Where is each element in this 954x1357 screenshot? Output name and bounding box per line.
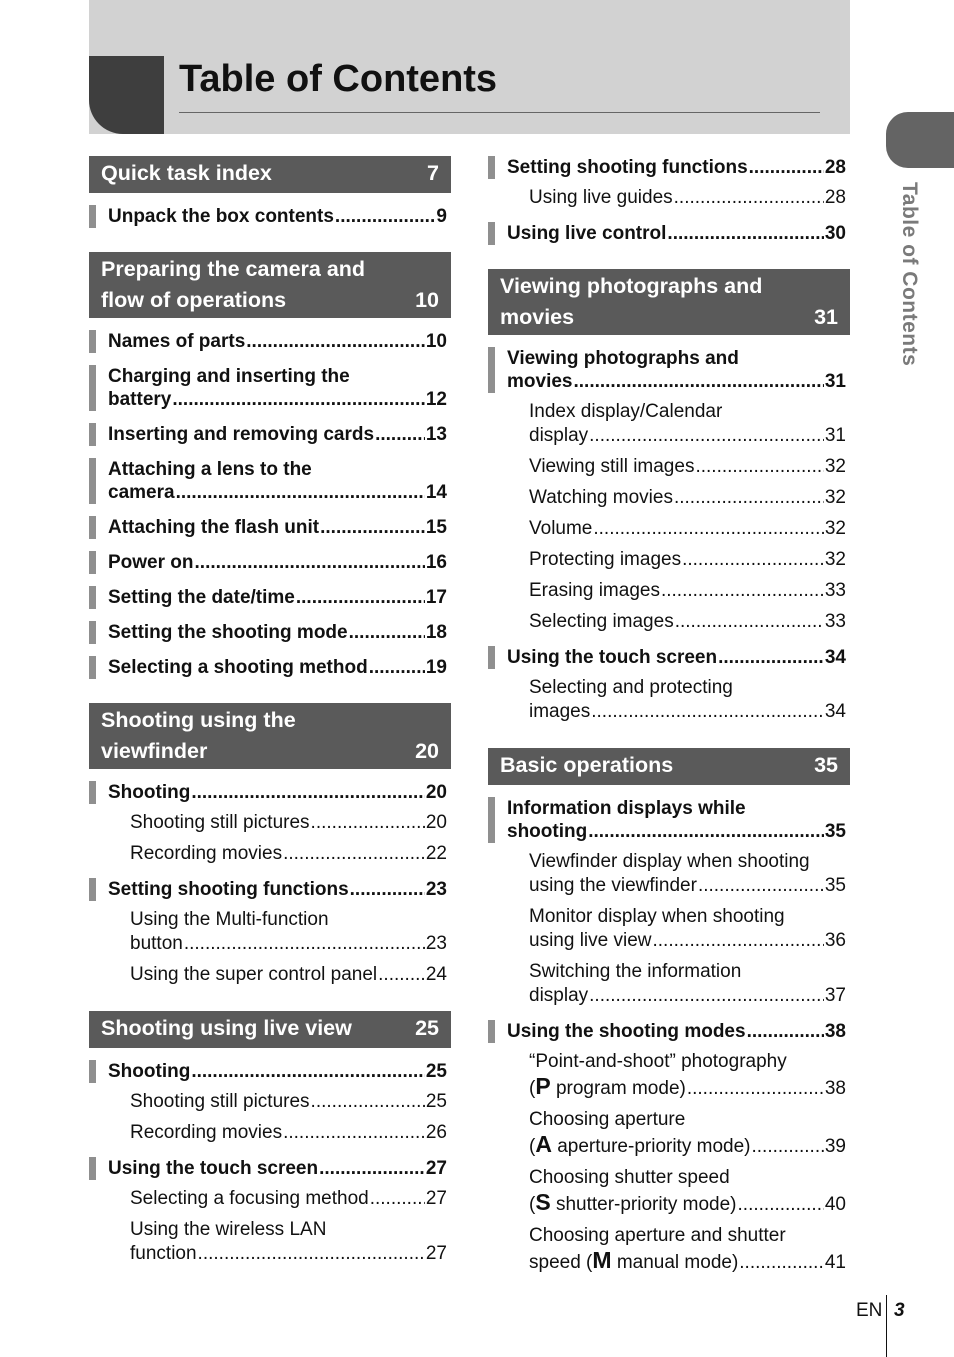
subentry-title: Index display/Calendar xyxy=(529,401,723,422)
mode-m-icon: M xyxy=(592,1247,612,1273)
entry-title-line2: shooting xyxy=(507,821,588,842)
subentry-page: 32 xyxy=(824,518,846,539)
leader-dots xyxy=(349,621,425,644)
entry-bar xyxy=(488,222,495,245)
subentry-title-line2: function xyxy=(130,1243,197,1264)
subentry-title: “Point-and-shoot” photography xyxy=(529,1051,787,1072)
leader-dots xyxy=(751,1135,823,1159)
leader-dots xyxy=(191,781,425,804)
entry-title: Using the touch screen xyxy=(507,647,718,668)
entry-page: 14 xyxy=(425,482,447,503)
section-title: Shooting using live view xyxy=(101,1016,352,1040)
leader-dots xyxy=(687,1077,824,1101)
toc-entry[interactable] xyxy=(89,656,451,679)
toc-entry[interactable] xyxy=(89,551,451,574)
entry-title: Shooting xyxy=(108,1061,191,1082)
toc-right-column xyxy=(488,156,850,1275)
subentry-title-line2: aperture-priority mode) xyxy=(551,1136,751,1157)
entry-title: Unpack the box contents xyxy=(108,206,334,227)
subentry-page: 37 xyxy=(824,985,846,1006)
page-number: 3 xyxy=(894,1300,905,1321)
entry-bar xyxy=(488,347,495,393)
leader-dots xyxy=(184,932,425,956)
leader-dots xyxy=(172,388,425,411)
toc-subentry[interactable] xyxy=(488,186,850,210)
subentry-title-line2: using the viewfinder xyxy=(529,875,697,896)
entry-bar xyxy=(488,156,495,179)
subentry-page: 25 xyxy=(425,1091,447,1112)
entry-page: 38 xyxy=(824,1021,846,1042)
entry-title-line2: camera xyxy=(108,482,175,503)
subentry-page: 34 xyxy=(824,701,846,722)
toc-subentry[interactable] xyxy=(89,908,451,956)
header-tab-decoration xyxy=(89,56,164,134)
subentry-page: 23 xyxy=(425,933,447,954)
entry-page: 17 xyxy=(425,587,447,608)
entry-page: 13 xyxy=(425,424,447,445)
subentry-page: 33 xyxy=(824,580,846,601)
subentry-title: Recording movies xyxy=(130,1122,283,1143)
subentry-prefix: speed ( xyxy=(529,1252,593,1273)
subentry-page: 32 xyxy=(824,456,846,477)
toc-entry[interactable] xyxy=(89,586,451,609)
entry-page: 23 xyxy=(425,879,447,900)
subentry-title: Choosing aperture and shutter xyxy=(529,1225,786,1246)
leader-dots xyxy=(738,1193,824,1217)
toc-entry[interactable] xyxy=(488,646,850,669)
footer-language: EN xyxy=(856,1300,883,1321)
section-page: 7 xyxy=(427,161,439,185)
toc-subentry[interactable] xyxy=(89,1121,451,1145)
mode-s-icon: S xyxy=(535,1189,551,1215)
subentry-page: 41 xyxy=(824,1252,846,1273)
toc-entry[interactable] xyxy=(89,458,451,504)
leader-dots xyxy=(674,186,824,210)
subentry-title-line2: program mode) xyxy=(550,1078,686,1099)
toc-entry[interactable] xyxy=(488,797,850,843)
entry-title: Using live control xyxy=(507,223,667,244)
toc-subentry[interactable] xyxy=(488,579,850,603)
entry-page: 19 xyxy=(425,657,447,678)
section-page: 31 xyxy=(814,305,838,329)
entry-bar xyxy=(89,551,96,574)
section-title: Basic operations xyxy=(500,753,674,777)
toc-entry[interactable] xyxy=(488,347,850,393)
toc-subentry[interactable] xyxy=(488,486,850,510)
subentry-title-line2: shutter-priority mode) xyxy=(550,1194,737,1215)
entry-bar xyxy=(89,586,96,609)
leader-dots xyxy=(320,516,425,539)
subentry-page: 20 xyxy=(425,812,447,833)
subentry-title: Selecting and protecting xyxy=(529,677,733,698)
toc-entry[interactable] xyxy=(89,423,451,446)
section-title-line2: viewfinder xyxy=(101,739,208,763)
subentry-title-line2: manual mode) xyxy=(611,1252,739,1273)
leader-dots xyxy=(378,963,425,987)
toc-subentry[interactable] xyxy=(488,400,850,448)
toc-entry[interactable] xyxy=(89,781,451,804)
subentry-title: Protecting images xyxy=(529,549,682,570)
entry-bar xyxy=(89,781,96,804)
subentry-page: 36 xyxy=(824,930,846,951)
subentry-title: Monitor display when shooting xyxy=(529,906,785,927)
entry-title: Selecting a shooting method xyxy=(108,657,368,678)
entry-page: 9 xyxy=(436,206,447,227)
leader-dots xyxy=(589,984,824,1008)
leader-dots xyxy=(195,551,425,574)
section-page: 10 xyxy=(415,288,439,312)
side-tab-label: Table of Contents xyxy=(898,182,921,367)
subentry-page: 27 xyxy=(425,1188,447,1209)
leader-dots xyxy=(661,579,824,603)
leader-dots xyxy=(283,842,425,866)
leader-dots xyxy=(176,481,425,504)
toc-subentry[interactable] xyxy=(488,960,850,1008)
toc-subentry[interactable] xyxy=(488,517,850,541)
entry-title: Names of parts xyxy=(108,331,246,352)
entry-title: Information displays while xyxy=(507,798,746,819)
leader-dots xyxy=(191,1060,425,1083)
entry-bar xyxy=(488,1020,495,1043)
subentry-title: Using the Multi-function xyxy=(130,909,329,930)
entry-page: 30 xyxy=(824,223,846,244)
entry-page: 20 xyxy=(425,782,447,803)
entry-title-line2: movies xyxy=(507,371,573,392)
section-title: Preparing the camera and xyxy=(101,257,366,281)
subentry-title: Volume xyxy=(529,518,593,539)
subentry-page: 39 xyxy=(824,1136,846,1157)
toc-subentry[interactable] xyxy=(89,1187,451,1211)
subentry-page: 32 xyxy=(824,487,846,508)
subentry-title: Watching movies xyxy=(529,487,673,508)
leader-dots xyxy=(319,1157,425,1180)
entry-bar xyxy=(89,656,96,679)
subentry-prefix: ( xyxy=(529,1136,536,1157)
subentry-page: 31 xyxy=(824,425,846,446)
toc-subentry[interactable] xyxy=(89,842,451,866)
toc-subentry[interactable] xyxy=(488,610,850,634)
section-page: 35 xyxy=(814,753,838,777)
toc-subentry[interactable] xyxy=(89,1090,451,1114)
subentry-title: Shooting still pictures xyxy=(130,812,310,833)
toc-subentry[interactable] xyxy=(89,1218,451,1266)
entry-title: Using the shooting modes xyxy=(507,1021,746,1042)
entry-title: Setting the shooting mode xyxy=(108,622,348,643)
side-tab xyxy=(886,112,954,168)
entry-title: Power on xyxy=(108,552,194,573)
entry-title: Charging and inserting the xyxy=(108,366,350,387)
subentry-page: 33 xyxy=(824,611,846,632)
leader-dots xyxy=(198,1242,425,1266)
toc-subentry[interactable] xyxy=(89,811,451,835)
leader-dots xyxy=(653,929,824,953)
toc-subentry[interactable] xyxy=(488,850,850,898)
leader-dots xyxy=(591,700,824,724)
entry-bar xyxy=(89,458,96,504)
section-title: Shooting using the xyxy=(101,708,296,732)
entry-page: 31 xyxy=(824,371,846,392)
subentry-title: Viewing still images xyxy=(529,456,695,477)
leader-dots xyxy=(698,874,824,898)
subentry-title: Viewfinder display when shooting xyxy=(529,851,810,872)
mode-p-icon: P xyxy=(535,1073,551,1099)
entry-page: 27 xyxy=(425,1158,447,1179)
leader-dots xyxy=(296,586,425,609)
section-title: Quick task index xyxy=(101,161,272,185)
entry-title: Setting shooting functions xyxy=(108,879,349,900)
toc-entry[interactable] xyxy=(488,156,850,179)
subentry-title: Using live guides xyxy=(529,187,673,208)
section-header[interactable] xyxy=(89,252,451,318)
entry-bar xyxy=(488,797,495,843)
leader-dots xyxy=(695,455,823,479)
leader-dots xyxy=(589,424,824,448)
subentry-page: 35 xyxy=(824,875,846,896)
toc-subentry[interactable] xyxy=(488,676,850,724)
toc-subentry[interactable] xyxy=(89,963,451,987)
toc-entry[interactable] xyxy=(89,1157,451,1180)
toc-subentry[interactable] xyxy=(488,1050,850,1101)
subentry-title: Erasing images xyxy=(529,580,660,601)
toc-subentry[interactable] xyxy=(488,905,850,953)
section-header[interactable] xyxy=(89,156,451,193)
entry-page: 34 xyxy=(824,647,846,668)
leader-dots xyxy=(667,222,823,245)
leader-dots xyxy=(369,656,425,679)
section-header[interactable] xyxy=(488,748,850,785)
entry-bar xyxy=(89,1157,96,1180)
subentry-page: 27 xyxy=(425,1243,447,1264)
toc-entry[interactable] xyxy=(89,1060,451,1083)
section-header[interactable] xyxy=(89,1011,451,1048)
leader-dots xyxy=(682,548,824,572)
entry-page: 25 xyxy=(425,1061,447,1082)
entry-title-line2: battery xyxy=(108,389,172,410)
toc-subentry[interactable] xyxy=(488,1224,850,1275)
toc-entry[interactable] xyxy=(89,365,451,411)
leader-dots xyxy=(350,878,425,901)
entry-page: 15 xyxy=(425,517,447,538)
entry-title: Using the touch screen xyxy=(108,1158,319,1179)
leader-dots xyxy=(335,205,436,228)
subentry-title: Selecting a focusing method xyxy=(130,1188,369,1209)
footer-rule xyxy=(886,1295,887,1357)
subentry-title-line2: display xyxy=(529,985,589,1006)
subentry-page: 40 xyxy=(824,1194,846,1215)
toc-entry[interactable] xyxy=(89,205,451,228)
entry-bar xyxy=(89,1060,96,1083)
section-title: Viewing photographs and xyxy=(500,274,763,298)
entry-title: Setting the date/time xyxy=(108,587,295,608)
leader-dots xyxy=(283,1121,425,1145)
toc-entry[interactable] xyxy=(488,1020,850,1043)
toc-entry[interactable] xyxy=(89,330,451,353)
toc-subentry[interactable] xyxy=(488,1108,850,1159)
leader-dots xyxy=(311,1090,425,1114)
mode-a-icon: A xyxy=(535,1131,552,1157)
subentry-prefix: ( xyxy=(529,1194,536,1215)
entry-page: 28 xyxy=(824,157,846,178)
leader-dots xyxy=(675,610,824,634)
entry-title: Viewing photographs and xyxy=(507,348,739,369)
toc-entry[interactable] xyxy=(89,516,451,539)
leader-dots xyxy=(311,811,425,835)
leader-dots xyxy=(593,517,823,541)
entry-bar xyxy=(89,516,96,539)
subentry-title: Choosing shutter speed xyxy=(529,1167,730,1188)
toc-subentry[interactable] xyxy=(488,548,850,572)
page-title: Table of Contents xyxy=(179,58,498,100)
subentry-title-line2: button xyxy=(130,933,183,954)
entry-page: 10 xyxy=(425,331,447,352)
subentry-title: Selecting images xyxy=(529,611,674,632)
subentry-title: Shooting still pictures xyxy=(130,1091,310,1112)
leader-dots xyxy=(674,486,824,510)
subentry-page: 32 xyxy=(824,549,846,570)
toc-entry[interactable] xyxy=(89,878,451,901)
entry-title: Shooting xyxy=(108,782,191,803)
entry-title: Attaching the flash unit xyxy=(108,517,320,538)
leader-dots xyxy=(739,1251,824,1275)
section-title-line2: movies xyxy=(500,305,575,329)
subentry-title: Using the super control panel xyxy=(130,964,378,985)
subentry-title-line2: using live view xyxy=(529,930,652,951)
section-title-line2: flow of operations xyxy=(101,288,287,312)
entry-bar xyxy=(89,878,96,901)
subentry-page: 26 xyxy=(425,1122,447,1143)
entry-page: 16 xyxy=(425,552,447,573)
entry-bar xyxy=(89,330,96,353)
leader-dots xyxy=(246,330,425,353)
subentry-prefix: ( xyxy=(529,1078,536,1099)
section-page: 25 xyxy=(415,1016,439,1040)
leader-dots xyxy=(747,1020,824,1043)
subentry-title-line2: images xyxy=(529,701,591,722)
entry-page: 18 xyxy=(425,622,447,643)
section-header[interactable] xyxy=(89,703,451,769)
entry-bar xyxy=(488,646,495,669)
leader-dots xyxy=(375,423,425,446)
entry-page: 12 xyxy=(425,389,447,410)
title-rule xyxy=(179,112,820,113)
toc-subentry[interactable] xyxy=(488,455,850,479)
subentry-title-line2: display xyxy=(529,425,589,446)
leader-dots xyxy=(718,646,824,669)
toc-entry[interactable] xyxy=(488,222,850,245)
entry-bar xyxy=(89,621,96,644)
entry-page: 35 xyxy=(824,821,846,842)
toc-left-column xyxy=(89,156,451,1266)
leader-dots xyxy=(370,1187,425,1211)
subentry-page: 22 xyxy=(425,843,447,864)
subentry-title: Switching the information xyxy=(529,961,742,982)
section-page: 20 xyxy=(415,739,439,763)
toc-subentry[interactable] xyxy=(488,1166,850,1217)
section-header[interactable] xyxy=(488,269,850,335)
subentry-title: Choosing aperture xyxy=(529,1109,686,1130)
entry-title: Setting shooting functions xyxy=(507,157,748,178)
entry-title: Attaching a lens to the xyxy=(108,459,312,480)
subentry-page: 28 xyxy=(824,187,846,208)
leader-dots xyxy=(588,820,824,843)
subentry-title: Recording movies xyxy=(130,843,283,864)
toc-entry[interactable] xyxy=(89,621,451,644)
entry-bar xyxy=(89,423,96,446)
entry-title: Inserting and removing cards xyxy=(108,424,375,445)
subentry-title: Using the wireless LAN xyxy=(130,1219,327,1240)
leader-dots xyxy=(749,156,824,179)
subentry-page: 38 xyxy=(824,1078,846,1099)
entry-bar xyxy=(89,365,96,411)
leader-dots xyxy=(573,370,823,393)
subentry-page: 24 xyxy=(425,964,447,985)
entry-bar xyxy=(89,205,96,228)
